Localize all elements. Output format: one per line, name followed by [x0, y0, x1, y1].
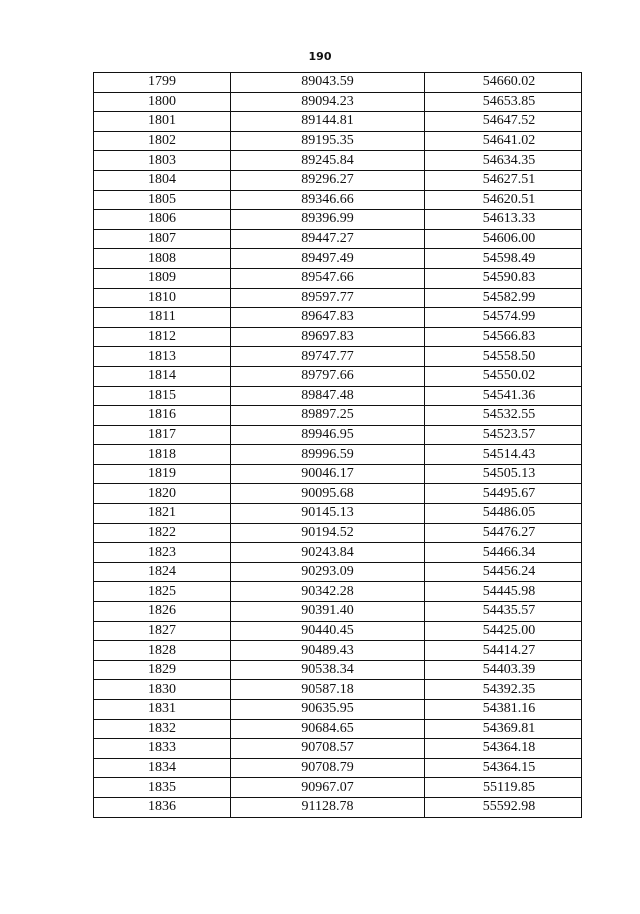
point-number-cell: 1811 [94, 308, 231, 328]
table-row [94, 386, 582, 406]
x-coordinate-cell: 90391.40 [231, 602, 425, 622]
point-number-cell: 1825 [94, 582, 231, 602]
table-row [94, 425, 582, 445]
y-coordinate-cell: 54445.98 [425, 582, 582, 602]
x-coordinate-cell: 89647.83 [231, 308, 425, 328]
point-number-cell: 1820 [94, 484, 231, 504]
table-row [94, 327, 582, 347]
point-number-cell: 1809 [94, 268, 231, 288]
table-row [94, 641, 582, 661]
y-coordinate-cell: 54598.49 [425, 249, 582, 269]
x-coordinate-cell: 89296.27 [231, 170, 425, 190]
point-number-cell: 1830 [94, 680, 231, 700]
table-row [94, 719, 582, 739]
y-coordinate-cell: 54641.02 [425, 131, 582, 151]
x-coordinate-cell: 89897.25 [231, 406, 425, 426]
coordinate-table [93, 72, 582, 818]
x-coordinate-cell: 89597.77 [231, 288, 425, 308]
x-coordinate-cell: 89547.66 [231, 268, 425, 288]
table-row [94, 758, 582, 778]
y-coordinate-cell: 54466.34 [425, 543, 582, 563]
x-coordinate-cell: 90440.45 [231, 621, 425, 641]
x-coordinate-cell: 89245.84 [231, 151, 425, 171]
table-row [94, 797, 582, 817]
point-number-cell: 1800 [94, 92, 231, 112]
y-coordinate-cell: 54505.13 [425, 464, 582, 484]
point-number-cell: 1821 [94, 504, 231, 524]
point-number-cell: 1816 [94, 406, 231, 426]
point-number-cell: 1817 [94, 425, 231, 445]
table-row [94, 73, 582, 93]
point-number-cell: 1819 [94, 464, 231, 484]
x-coordinate-cell: 90708.79 [231, 758, 425, 778]
point-number-cell: 1815 [94, 386, 231, 406]
table-row [94, 249, 582, 269]
point-number-cell: 1827 [94, 621, 231, 641]
y-coordinate-cell: 54392.35 [425, 680, 582, 700]
page-number: 190 [308, 50, 332, 63]
y-coordinate-cell: 54514.43 [425, 445, 582, 465]
table-row [94, 366, 582, 386]
table-row [94, 621, 582, 641]
point-number-cell: 1808 [94, 249, 231, 269]
y-coordinate-cell: 54435.57 [425, 602, 582, 622]
x-coordinate-cell: 90635.95 [231, 700, 425, 720]
y-coordinate-cell: 54425.00 [425, 621, 582, 641]
y-coordinate-cell: 54582.99 [425, 288, 582, 308]
table-row [94, 660, 582, 680]
y-coordinate-cell: 54495.67 [425, 484, 582, 504]
table-row [94, 523, 582, 543]
x-coordinate-cell: 89144.81 [231, 112, 425, 132]
point-number-cell: 1831 [94, 700, 231, 720]
x-coordinate-cell: 90489.43 [231, 641, 425, 661]
y-coordinate-cell: 54590.83 [425, 268, 582, 288]
y-coordinate-cell: 54647.52 [425, 112, 582, 132]
y-coordinate-cell: 54403.39 [425, 660, 582, 680]
table-row [94, 151, 582, 171]
x-coordinate-cell: 89094.23 [231, 92, 425, 112]
x-coordinate-cell: 90194.52 [231, 523, 425, 543]
point-number-cell: 1802 [94, 131, 231, 151]
table-row [94, 308, 582, 328]
y-coordinate-cell: 54476.27 [425, 523, 582, 543]
x-coordinate-cell: 89697.83 [231, 327, 425, 347]
x-coordinate-cell: 90587.18 [231, 680, 425, 700]
x-coordinate-cell: 89996.59 [231, 445, 425, 465]
point-number-cell: 1832 [94, 719, 231, 739]
point-number-cell: 1835 [94, 778, 231, 798]
table-row [94, 582, 582, 602]
point-number-cell: 1812 [94, 327, 231, 347]
point-number-cell: 1799 [94, 73, 231, 93]
table-row [94, 700, 582, 720]
y-coordinate-cell: 54541.36 [425, 386, 582, 406]
x-coordinate-cell: 90708.57 [231, 739, 425, 759]
point-number-cell: 1828 [94, 641, 231, 661]
x-coordinate-cell: 90145.13 [231, 504, 425, 524]
y-coordinate-cell: 54486.05 [425, 504, 582, 524]
table-row [94, 170, 582, 190]
y-coordinate-cell: 54653.85 [425, 92, 582, 112]
point-number-cell: 1805 [94, 190, 231, 210]
x-coordinate-cell: 90293.09 [231, 562, 425, 582]
x-coordinate-cell: 89747.77 [231, 347, 425, 367]
y-coordinate-cell: 54532.55 [425, 406, 582, 426]
y-coordinate-cell: 54627.51 [425, 170, 582, 190]
x-coordinate-cell: 89043.59 [231, 73, 425, 93]
table-row [94, 190, 582, 210]
table-row [94, 406, 582, 426]
y-coordinate-cell: 54574.99 [425, 308, 582, 328]
table-row [94, 778, 582, 798]
y-coordinate-cell: 54634.35 [425, 151, 582, 171]
x-coordinate-cell: 90243.84 [231, 543, 425, 563]
point-number-cell: 1822 [94, 523, 231, 543]
x-coordinate-cell: 89396.99 [231, 210, 425, 230]
x-coordinate-cell: 89497.49 [231, 249, 425, 269]
table-row [94, 739, 582, 759]
table-row [94, 504, 582, 524]
y-coordinate-cell: 55592.98 [425, 797, 582, 817]
y-coordinate-cell: 54523.57 [425, 425, 582, 445]
point-number-cell: 1829 [94, 660, 231, 680]
y-coordinate-cell: 54566.83 [425, 327, 582, 347]
x-coordinate-cell: 91128.78 [231, 797, 425, 817]
point-number-cell: 1804 [94, 170, 231, 190]
point-number-cell: 1823 [94, 543, 231, 563]
point-number-cell: 1803 [94, 151, 231, 171]
x-coordinate-cell: 90538.34 [231, 660, 425, 680]
x-coordinate-cell: 89346.66 [231, 190, 425, 210]
y-coordinate-cell: 54613.33 [425, 210, 582, 230]
x-coordinate-cell: 90684.65 [231, 719, 425, 739]
point-number-cell: 1834 [94, 758, 231, 778]
table-row [94, 347, 582, 367]
point-number-cell: 1810 [94, 288, 231, 308]
table-row [94, 680, 582, 700]
table-row [94, 445, 582, 465]
x-coordinate-cell: 89797.66 [231, 366, 425, 386]
y-coordinate-cell: 54606.00 [425, 229, 582, 249]
point-number-cell: 1826 [94, 602, 231, 622]
table-row [94, 229, 582, 249]
point-number-cell: 1818 [94, 445, 231, 465]
point-number-cell: 1806 [94, 210, 231, 230]
table-body [94, 73, 582, 818]
x-coordinate-cell: 90046.17 [231, 464, 425, 484]
y-coordinate-cell: 55119.85 [425, 778, 582, 798]
point-number-cell: 1807 [94, 229, 231, 249]
table-row [94, 210, 582, 230]
table-row [94, 92, 582, 112]
point-number-cell: 1813 [94, 347, 231, 367]
y-coordinate-cell: 54364.18 [425, 739, 582, 759]
x-coordinate-cell: 90095.68 [231, 484, 425, 504]
y-coordinate-cell: 54369.81 [425, 719, 582, 739]
x-coordinate-cell: 90967.07 [231, 778, 425, 798]
point-number-cell: 1833 [94, 739, 231, 759]
table-row [94, 268, 582, 288]
x-coordinate-cell: 89195.35 [231, 131, 425, 151]
y-coordinate-cell: 54620.51 [425, 190, 582, 210]
x-coordinate-cell: 89447.27 [231, 229, 425, 249]
y-coordinate-cell: 54660.02 [425, 73, 582, 93]
table-row [94, 112, 582, 132]
y-coordinate-cell: 54414.27 [425, 641, 582, 661]
point-number-cell: 1801 [94, 112, 231, 132]
table-row [94, 562, 582, 582]
table-row [94, 464, 582, 484]
table-row [94, 484, 582, 504]
point-number-cell: 1824 [94, 562, 231, 582]
point-number-cell: 1814 [94, 366, 231, 386]
y-coordinate-cell: 54550.02 [425, 366, 582, 386]
x-coordinate-cell: 89847.48 [231, 386, 425, 406]
y-coordinate-cell: 54558.50 [425, 347, 582, 367]
y-coordinate-cell: 54456.24 [425, 562, 582, 582]
point-number-cell: 1836 [94, 797, 231, 817]
x-coordinate-cell: 90342.28 [231, 582, 425, 602]
x-coordinate-cell: 89946.95 [231, 425, 425, 445]
table-row [94, 543, 582, 563]
y-coordinate-cell: 54381.16 [425, 700, 582, 720]
y-coordinate-cell: 54364.15 [425, 758, 582, 778]
table-row [94, 288, 582, 308]
table-row [94, 131, 582, 151]
table-row [94, 602, 582, 622]
